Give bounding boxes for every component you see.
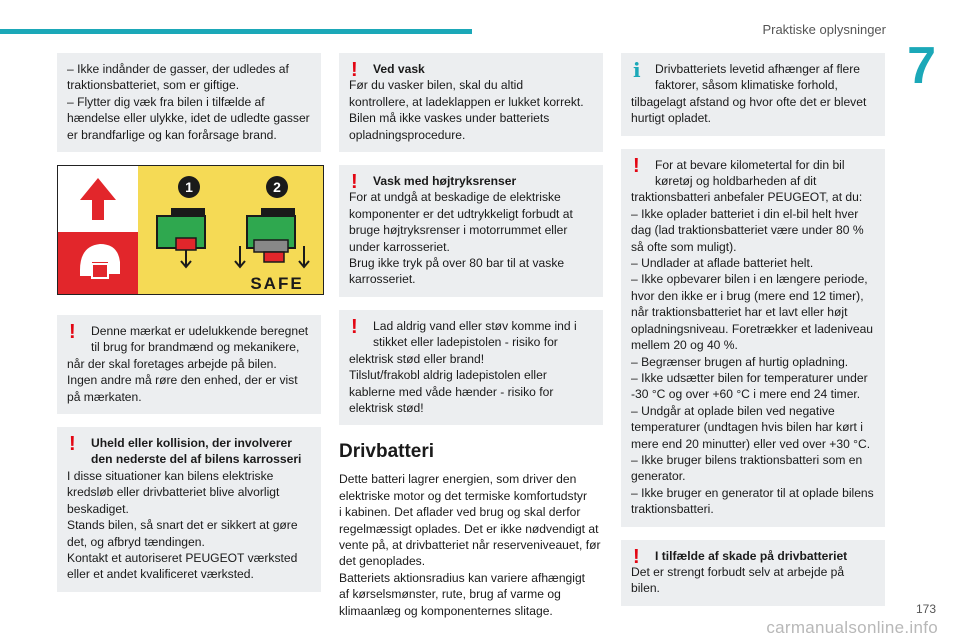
watermark: carmanualsonline.info bbox=[766, 618, 938, 637]
box-text-line: Kontakt et autoriseret PEUGEOT værksted bbox=[67, 550, 298, 565]
box-title: Ved vask bbox=[373, 62, 425, 76]
box-text-line: på mærkaten. bbox=[67, 389, 142, 404]
box-text-line: hurtigt opladet. bbox=[631, 111, 712, 126]
water-dust-warning-box bbox=[339, 310, 603, 425]
box-text-line: mere end 20 minutter) eller ved over +30 °C. bbox=[631, 436, 871, 451]
box-text-line: – Ikke bruger en generator til at oplade bilens bbox=[631, 485, 874, 500]
box-text-line: hændelse eller ulykke, idet de udledte gasser bbox=[67, 111, 310, 126]
box-text-line: Det er strengt forbudt selv at arbejde på bbox=[631, 564, 845, 579]
body-text-line: det genoplades. bbox=[339, 554, 426, 569]
box-text-line: -30 °C og over +60 °C i mere end 24 timer. bbox=[631, 387, 861, 402]
column-3 bbox=[621, 53, 885, 619]
box-text-line: bruge højtryksrenser i motorrummet eller bbox=[349, 223, 568, 238]
box-text-line: hvor den ikke er i brug (mere end 12 timer), bbox=[631, 288, 864, 303]
warning-icon: ! bbox=[633, 154, 640, 177]
box-text-line: Denne mærkat er udelukkende beregnet bbox=[91, 324, 309, 339]
body-text-line: Dette batteri lagrer energien, som driver den bbox=[339, 472, 577, 487]
gas-warning-box bbox=[57, 53, 321, 152]
safe-text: SAFE bbox=[250, 274, 304, 294]
box-text-line: under karrosseriet. bbox=[349, 239, 450, 254]
box-text-line: elektrisk stød! bbox=[349, 400, 424, 415]
box-text-line: opladningsniveau. Foretrækker et ladeniveau bbox=[631, 321, 874, 336]
battery-damage-warning-box bbox=[621, 540, 885, 606]
box-title: Uheld eller kollision, der involverer bbox=[91, 436, 292, 451]
box-text-line: Stands bilen, så snart det er sikkert at gøre bbox=[67, 518, 298, 533]
body-text-line: Batteriets aktionsradius kan variere afhængigt bbox=[339, 570, 586, 585]
box-text-line: stikket eller ladepistolen - risiko for bbox=[373, 335, 558, 350]
box-text-line: traktionsbatteri anbefaler PEUGEOT, at du: bbox=[631, 190, 863, 205]
box-text-line: så ofte som muligt). bbox=[631, 239, 737, 254]
label-graphic bbox=[58, 166, 324, 295]
body-text-line: regelmæssigt oplades. Det er ikke nødvendigt at bbox=[339, 521, 599, 536]
box-text-line: Tilslut/frakobl aldrig ladepistolen eller bbox=[349, 368, 547, 383]
box-text-line: Drivbatteriets levetid afhænger af flere bbox=[655, 62, 861, 76]
body-text-line: klimaanlæg og komponenternes slitage. bbox=[339, 603, 553, 618]
box-text-line: – Ikke udsætter bilen for temperaturer under bbox=[631, 370, 868, 385]
box-text-line: når der skal foretages arbejde på bilen. bbox=[67, 356, 277, 371]
battery-1-icon bbox=[157, 208, 205, 267]
box-text-line: kontrollere, at ladeklappen er lukket korrekt. bbox=[349, 94, 584, 109]
body-text-line: af kørselsmønster, rute, brug af varme og bbox=[339, 587, 561, 602]
box-text-line: – Undlader at aflade batteriet helt. bbox=[631, 256, 814, 271]
box-text-line: eller et andet kvalificeret værksted. bbox=[67, 567, 254, 582]
box-text-line: Brug ikke tryk på over 80 bar til at vaske bbox=[349, 256, 565, 271]
box-text-line: kablerne med våde hænder - risiko for bbox=[349, 384, 554, 399]
box-text-line: I disse situationer kan bilens elektriske bbox=[67, 468, 274, 483]
chapter-number: 7 bbox=[907, 37, 936, 95]
box-text-line: – Ikke opbevarer bilen i en længere periode, bbox=[631, 272, 868, 287]
box-text-line: – Flytter dig væk fra bilen i tilfælde af bbox=[67, 94, 265, 109]
box-text-line: Bilen må ikke vaskes under batteriets bbox=[349, 111, 550, 126]
box-text-line: traktionsbatteri. bbox=[631, 502, 714, 517]
warning-icon: ! bbox=[69, 433, 76, 456]
body-text-line: vente på, at drivbatteriet når reserveniveauet, før bbox=[339, 537, 601, 552]
battery-2-icon bbox=[235, 208, 309, 267]
battery-care-warning-box bbox=[621, 149, 885, 527]
header-accent-bar bbox=[0, 29, 472, 34]
box-text-line: generator. bbox=[631, 469, 686, 484]
box-text-line: faktorer, såsom klimatiske forhold, bbox=[655, 78, 838, 93]
warning-icon: ! bbox=[351, 59, 358, 81]
collision-warning-box bbox=[57, 427, 321, 592]
box-text-line: elektrisk stød eller brand! bbox=[349, 351, 485, 366]
box-text-line: – Undgår at oplade bilen ved negative bbox=[631, 403, 835, 418]
page-number: 173 bbox=[915, 602, 936, 616]
box-title: den nederste del af bilens karrosseri bbox=[91, 452, 302, 467]
battery-safety-label bbox=[57, 165, 324, 295]
warning-icon: ! bbox=[633, 545, 640, 568]
box-text-line: beskadiget. bbox=[67, 501, 129, 516]
body-text-line: elektriske motor og det termiske komfortudstyr bbox=[339, 488, 588, 503]
box-text-line: karrosseriet. bbox=[349, 272, 416, 287]
column-1 bbox=[57, 53, 321, 605]
box-text-line: – Ikke indånder de gasser, der udledes af bbox=[67, 62, 289, 76]
box-text-line: opladningsprocedure. bbox=[349, 127, 466, 142]
warning-icon: ! bbox=[351, 171, 358, 194]
box-text-line: – Begrænser brugen af hurtig opladning. bbox=[631, 354, 849, 369]
column-2 bbox=[339, 53, 603, 619]
washing-warning-box bbox=[339, 53, 603, 152]
section-title-drivbatteri: Drivbatteri bbox=[339, 441, 435, 463]
battery-lifetime-info-box bbox=[621, 53, 885, 136]
box-text-line: komponenter er det udtrykkeligt forbudt at bbox=[349, 206, 573, 221]
box-text-line: til brug for brandmænd og mekanikere, bbox=[91, 340, 300, 355]
drivbatteri-body bbox=[339, 471, 603, 619]
box-title: Vask med højtryksrenser bbox=[373, 174, 517, 189]
up-arrow-icon bbox=[80, 178, 116, 220]
step-2-number: 2 bbox=[273, 179, 281, 196]
box-text-line: tilbagelagt afstand og hvor ofte det er blevet bbox=[631, 94, 867, 109]
info-icon: i bbox=[633, 58, 641, 82]
label-warning-box bbox=[57, 315, 321, 414]
warning-icon: ! bbox=[351, 315, 358, 338]
box-text-line: Ingen andre må røre den enhed, der er vist bbox=[67, 373, 298, 388]
box-text-line: kredsløb eller drivbatteriet blive alvorligt bbox=[67, 485, 280, 500]
box-text-line: – Ikke bruger bilens traktionsbatteri som en bbox=[631, 452, 863, 467]
box-text-line: For at undgå at beskadige de elektriske bbox=[349, 190, 561, 205]
box-text-line: traktionsbatteriet, som er giftige. bbox=[67, 78, 240, 93]
pressure-washer-warning-box bbox=[339, 165, 603, 297]
box-title: I tilfælde af skade på drivbatteriet bbox=[655, 548, 848, 563]
box-text-line: køretøj og holdbarheden af dit bbox=[655, 174, 817, 189]
box-text-line: dag (lad traktionsbatteriet være under 80 % bbox=[631, 223, 864, 238]
box-text-line: Før du vasker bilen, skal du altid bbox=[349, 78, 524, 93]
box-text-line: For at bevare kilometertal for din bil bbox=[655, 157, 845, 172]
box-text-line: når traktionsbatteriet har et lavt eller højt bbox=[631, 305, 848, 320]
box-text-line: temperaturer (undtagen hvis bilen har kørt i bbox=[631, 420, 863, 435]
box-text-line: er brandfarlige og kan forårsage brand. bbox=[67, 127, 277, 142]
warning-icon: ! bbox=[69, 321, 76, 344]
header-title: Praktiske oplysninger bbox=[762, 22, 886, 37]
box-text-line: Lad aldrig vand eller støv komme ind i bbox=[373, 318, 577, 333]
step-1-number: 1 bbox=[185, 179, 193, 196]
box-text-line: mellem 20 og 40 %. bbox=[631, 338, 738, 353]
firefighter-helmet-icon bbox=[80, 244, 120, 278]
box-text-line: det, og afbryd tændingen. bbox=[67, 534, 205, 549]
body-text-line: i kabinen. Det aflader ved brug og skal derfor bbox=[339, 505, 581, 520]
box-text-line: – Ikke oplader batteriet i din el-bil helt hver bbox=[631, 206, 859, 221]
box-text-line: bilen. bbox=[631, 581, 660, 596]
